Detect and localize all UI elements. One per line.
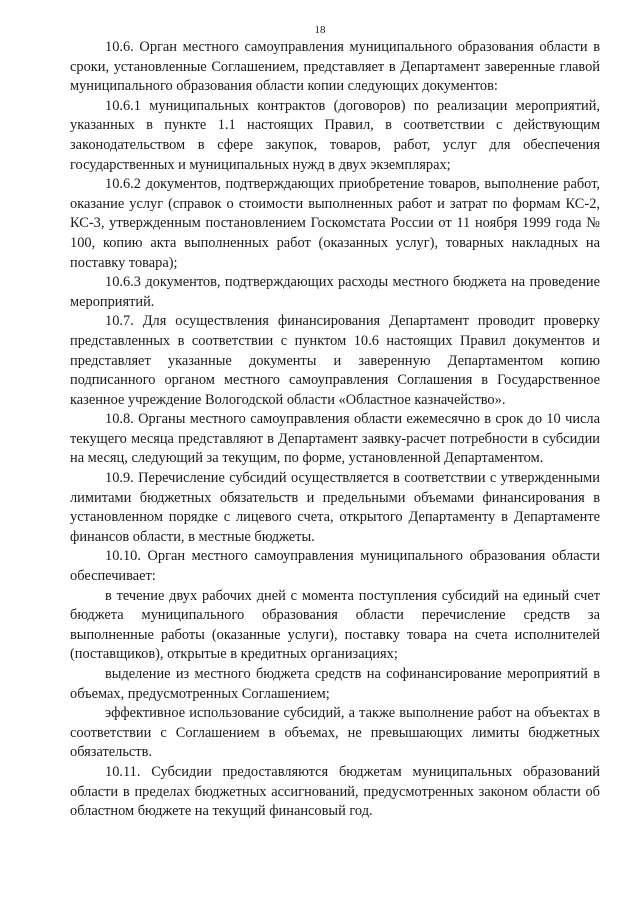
paragraph-10-10-item-1: в течение двух рабочих дней с момента поступления субсидий на единый счет бюджета муниципального образования области перечисление средств за выполненные работы (оказанные услуги), поставку товара на счета исполнителей (поставщиков), открытые в кредитных организациях; <box>70 587 600 663</box>
paragraph-10-11: 10.11. Субсидии предоставляются бюджетам муниципальных образований области в пределах бюджетных ассигнований, предусмотренных законом области об областном бюджете на текущий финансовый год. <box>70 763 600 820</box>
paragraph-10-10-item-2: выделение из местного бюджета средств на софинансирование мероприятий в объемах, предусмотренных Соглашением; <box>70 666 600 702</box>
paragraph-10-6: 10.6. Орган местного самоуправления муниципального образования области в сроки, установленные Соглашением, представляет в Департамент заверенные главой муниципального образования области копии следующих документов: <box>70 39 600 95</box>
paragraph-10-6-1: 10.6.1 муниципальных контрактов (договоров) по реализации мероприятий, указанных в пункте 1.1 настоящих Правил, в соответствии с действующим законодательством в сфере закупок, товаров, работ, услуг для обеспечения государственных и муниципальных нужд в двух экземплярах; <box>70 97 600 173</box>
paragraph-10-10: 10.10. Орган местного самоуправления муниципального образования области обеспечивает: <box>70 548 600 585</box>
page-number: 18 <box>314 24 326 36</box>
paragraph-10-6-3: 10.6.3 документов, подтверждающих расходы местного бюджета на проведение мероприятий. <box>70 274 600 310</box>
paragraph-10-9: 10.9. Перечисление субсидий осуществляется в соответствии с утвержденными лимитами бюджетных обязательств и предельными объемами финансирования в установленном порядке с лицевого счета, открытого Департаменту в Департаменте финансов области, в местные бюджеты. <box>70 470 600 545</box>
document-body <box>70 38 600 822</box>
paragraph-10-8: 10.8. Органы местного самоуправления области ежемесячно в срок до 10 числа текущего месяца представляют в Департамент заявку-расчет потребности в субсидии на месяц, следующий за текущим, по форме, установленной Департаментом. <box>70 411 600 467</box>
paragraph-10-6-2: 10.6.2 документов, подтверждающих приобретение товаров, выполнение работ, оказание услуг (справок о стоимости выполненных работ и затрат по формам КС-2, КС-3, утвержденным постановлением Госкомстата России от 11 ноября 1999 года № 100, копию акта выполненных работ (оказанных услуг), товарных накладных на поставку товара); <box>70 176 600 271</box>
paragraph-10-10-item-3: эффективное использование субсидий, а также выполнение работ на объектах в соответствии с Соглашением в объемах, не превышающих лимиты бюджетных обязательств. <box>70 705 600 761</box>
paragraph-10-7: 10.7. Для осуществления финансирования Департамент проводит проверку представленных в соответствии с пунктом 10.6 настоящих Правил документов и представляет указанные документы и заверенную Департаментом копию подписанного органом местного самоуправления Соглашения в Государственное казенное учреждение Вологодской области «Областное казначейство». <box>70 313 600 408</box>
